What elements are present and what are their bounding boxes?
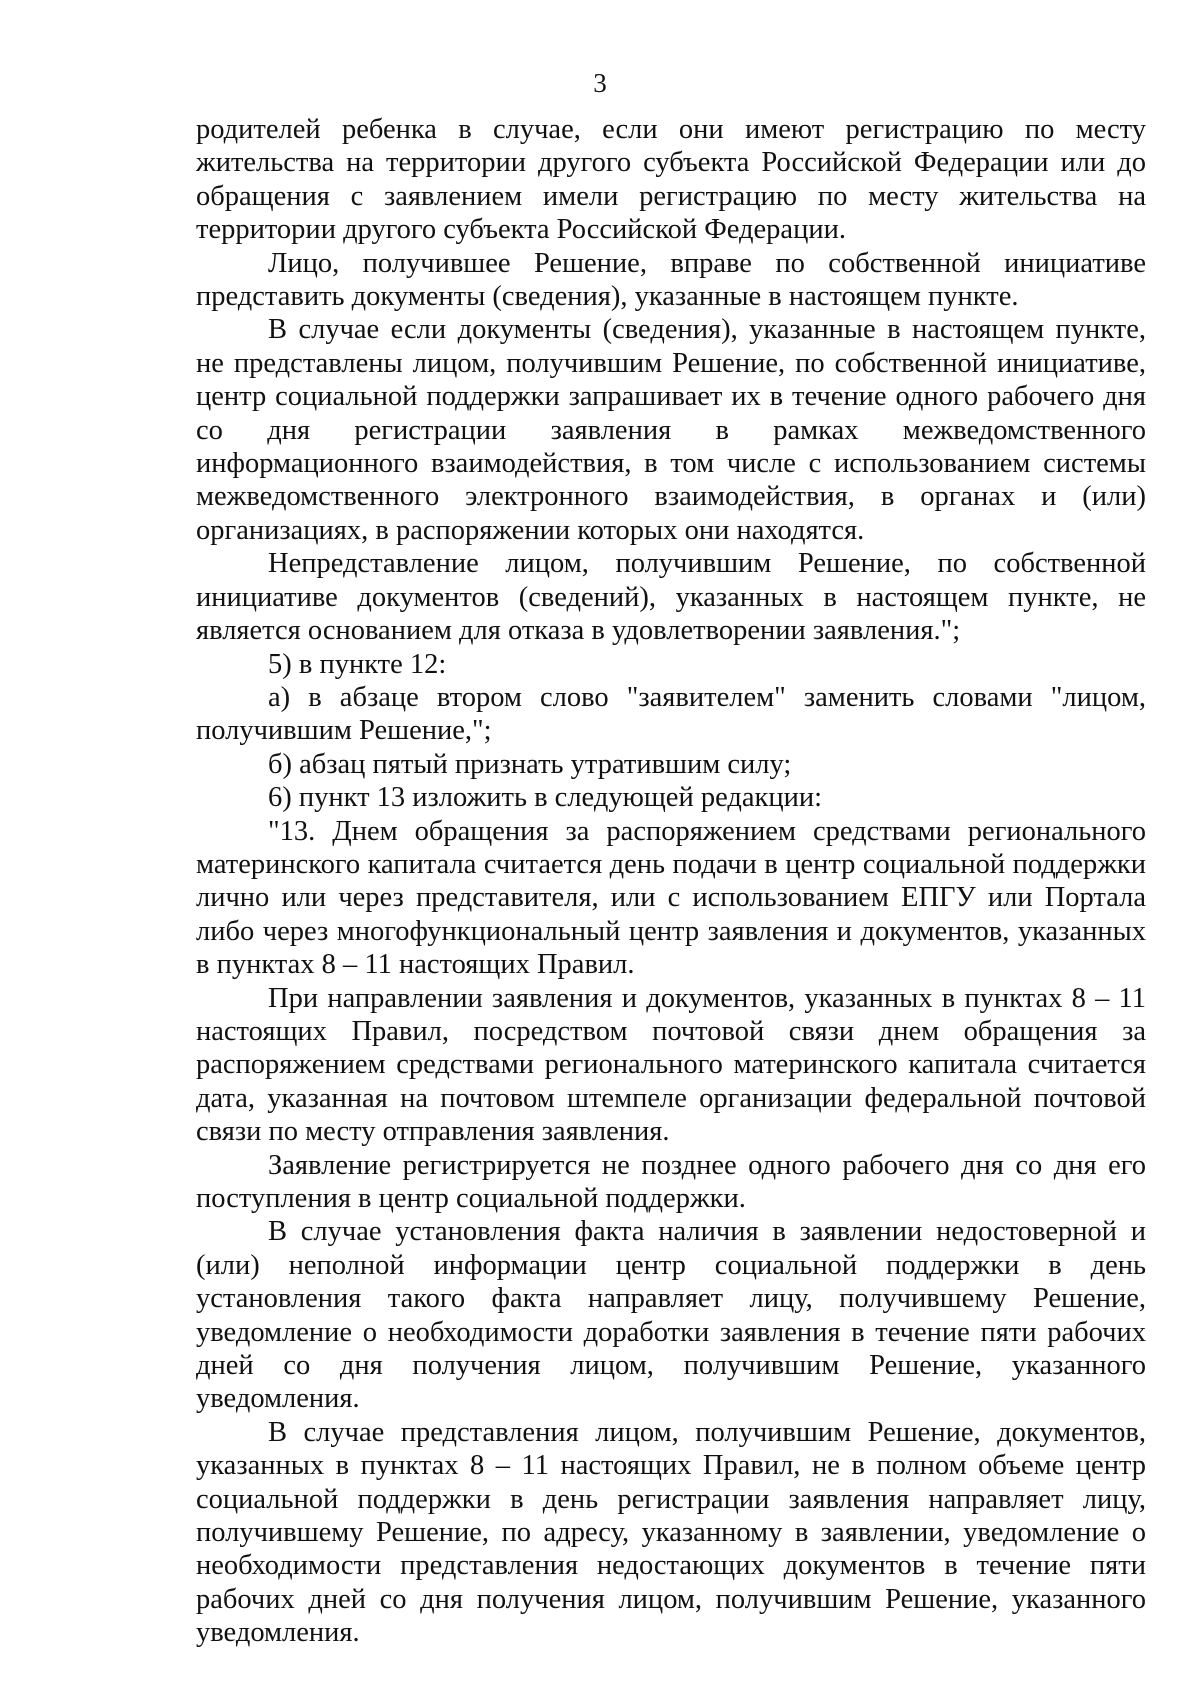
paragraph: 5) в пункте 12: (268, 648, 447, 680)
document-body (196, 113, 1146, 1650)
paragraph: Непредставление лицом, получившим Решение, по собственной инициативе документов (сведений), указанных в настоящем пункте, не является основанием для отказа в удовлетворении заявления."; (196, 548, 1146, 647)
paragraph: В случае установления факта наличия в заявлении недостоверной и (или) неполной информации центр социальной поддержки в день установления такого факта направляет лицу, получившему Решение, уведомление о необходимости доработки заявления в течение пяти рабочих дней со дня получения лицом, получившим Решение, указанного уведомления. (196, 1216, 1146, 1415)
page-number: 3 (593, 68, 607, 98)
paragraph: а) в абзаце втором слово "заявителем" заменить словами "лицом, получившим Решение,"; (196, 681, 1146, 747)
paragraph: В случае представления лицом, получившим Решение, документов, указанных в пунктах 8 – 11 настоящих Правил, не в полном объеме центр социальной поддержки в день регистрации заявления направляет лицу, получившему Решение, по адресу, указанному в заявлении, уведомление о необходимости представления недостающих документов в течение пяти рабочих дней со дня получения лицом, получившим Решение, указанного уведомления. (196, 1416, 1146, 1649)
paragraph: б) абзац пятый признать утратившим силу; (268, 748, 792, 780)
paragraph: родителей ребенка в случае, если они имеют регистрацию по месту жительства на территории другого субъекта Российской Федерации или до обращения с заявлением имели регистрацию по месту жительства на территории другого субъекта Российской Федерации. (196, 114, 1146, 246)
paragraph: При направлении заявления и документов, указанных в пунктах 8 – 11 настоящих Правил, посредством почтовой связи днем обращения за распоряжением средствами регионального материнского капитала считается дата, указанная на почтовом штемпеле организации федеральной почтовой связи по месту отправления заявления. (196, 982, 1146, 1148)
paragraph: В случае если документы (сведения), указанные в настоящем пункте, не представлены лицом, получившим Решение, по собственной инициативе, центр социальной поддержки запрашивает их в течение одного рабочего дня со дня регистрации заявления в рамках межведомственного информационного взаимодействия, в том числе с использованием системы межведомственного электронного взаимодействия, в органах и (или) организациях, в распоряжении которых они находятся. (196, 314, 1146, 546)
paragraph: "13. Днем обращения за распоряжением средствами регионального материнского капитала считается день подачи в центр социальной поддержки лично или через представителя, или с использованием ЕПГУ или Портала либо через многофункциональный центр заявления и документов, указанных в пунктах 8 – 11 настоящих Правил. (196, 815, 1146, 981)
paragraph: 6) пункт 13 изложить в следующей редакции: (268, 782, 823, 814)
paragraph: Заявление регистрируется не позднее одного рабочего дня со дня его поступления в центр социальной поддержки. (196, 1149, 1146, 1214)
paragraph: Лицо, получившее Решение, вправе по собственной инициативе представить документы (сведения), указанные в настоящем пункте. (196, 247, 1146, 313)
